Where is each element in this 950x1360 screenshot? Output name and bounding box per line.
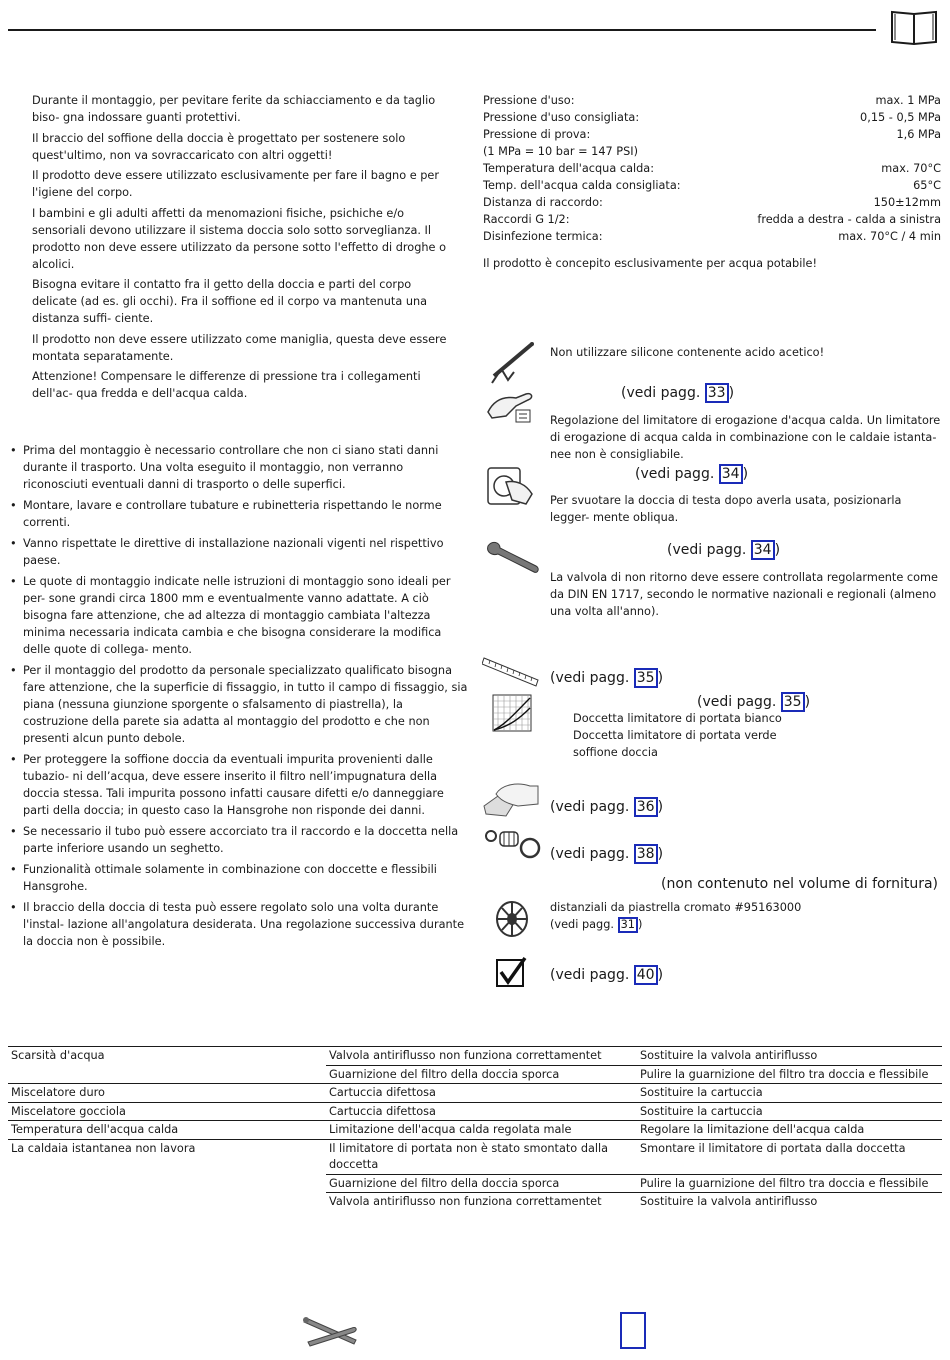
page-ref-35a: (vedi pagg. 35 ) — [550, 670, 664, 686]
problem-cell: Miscelatore duro — [8, 1084, 326, 1103]
check-valve-parts-icon — [484, 826, 542, 860]
safety-paragraph: I bambini e gli adulti affetti da menomazioni fisiche, psichiche e/o sensoriali devono utilizzare il sistema doccia solo sotto sorveglianza. Il prodotto non deve essere utilizzato da persone sotto l'effetto di droghe o alcolici. — [32, 206, 446, 271]
hand-shower-icon — [486, 386, 538, 426]
safety-paragraph: Il braccio del soffione della doccia è progettato per sostenere solo quest'ultimo, non va sovraccaricato con altri oggetti! — [32, 131, 406, 162]
list-item: • Per proteggere la soffione doccia da eventuali impurita provenienti dalle tubazio- ni dell’acqua, deve essere inserito il filtro nell’impugnatura della doccia stessa. Tali impurita possono infatti causare difetti e/o danneggiare parti della doccia; in questo caso la Hansgrohe non risponde dei danni. — [9, 751, 469, 819]
page-link-35[interactable]: 35 — [634, 668, 658, 688]
not-included-note: (non contenuto nel volume di fornitura) — [660, 876, 938, 892]
problem-cell: Miscelatore gocciola — [8, 1102, 326, 1121]
safety-paragraph: Attenzione! Compensare le differenze di pressione tra i collegamenti dell'ac- qua fredda e dell'acqua calda. — [32, 370, 421, 400]
table-row — [8, 1047, 942, 1066]
tile-spacer-info — [550, 899, 801, 933]
installation-notes-list — [9, 442, 469, 954]
page-ref-34a: (vedi pagg. 34 ) — [635, 466, 749, 482]
cleaning-cloth-icon — [482, 782, 540, 818]
remedy-cell: Sostituire la valvola antiriflusso — [637, 1047, 942, 1066]
list-item: Doccetta limitatore di portata bianco — [573, 712, 782, 725]
page-link-36[interactable]: 36 — [634, 797, 658, 817]
page-link-34[interactable]: 34 — [719, 464, 743, 484]
cause-cell: Guarnizione del filtro della doccia sporca — [326, 1065, 637, 1084]
silicone-note: Non utilizzare silicone contenente acido acetico! — [550, 346, 825, 359]
remedy-cell: Regolare la limitazione dell'acqua calda — [637, 1121, 942, 1140]
hot-water-limiter-text: Regolazione del limitatore di erogazione d'acqua calda. Un limitatore di erogazione di acqua calda in combinazione con le caldaie istanta- nee non è consigliabile. — [550, 414, 941, 461]
spec-row: Disinfezione termica: max. 70°C / 4 min — [483, 230, 941, 243]
table-row — [8, 1084, 942, 1103]
page-link-40[interactable]: 40 — [634, 965, 658, 985]
cause-cell: Limitazione dell'acqua calda regolata male — [326, 1121, 637, 1140]
potable-water-note: Il prodotto è concepito esclusivamente per acqua potabile! — [483, 257, 817, 270]
list-item: • Se necessario il tubo può essere accorciato tra il raccordo e la doccetta nella parte inferiore usando un seghetto. — [9, 823, 469, 857]
table-row — [8, 1139, 942, 1174]
list-item: • Vanno rispettate le direttive di installazione nazionali vigenti nel rispettivo paese. — [9, 535, 469, 569]
safety-paragraph: Bisogna evitare il contatto fra il getto della doccia e parti del corpo delicate (ad es. gli occhi). Fra il soffione ed il corpo va mantenuta una distanza suffi- ciente. — [32, 278, 428, 325]
list-item: • Montare, lavare e controllare tubature e rubinetteria rispettando le norme correnti. — [9, 497, 469, 531]
page-ref-31: (vedi pagg. 31 ) — [550, 918, 643, 931]
safety-paragraph: Il prodotto non deve essere utilizzato come maniglia, questa deve essere montata separatamente. — [32, 332, 447, 363]
page-link-31[interactable]: 31 — [618, 917, 638, 933]
spec-row: Pressione di prova: 1,6 MPa — [483, 128, 941, 141]
list-item: • Prima del montaggio è necessario controllare che non ci siano stati danni durante il trasporto. Una volta eseguito il montaggio, non verranno riconosciuti eventuali danni di trasporto o delle superfici. — [9, 442, 469, 493]
tools-icon — [302, 1312, 360, 1350]
list-item: • Funzionalità ottimale solamente in combinazione con doccette e flessibili Hansgrohe. — [9, 861, 469, 895]
tile-spacer-text: distanziali da piastrella cromato #95163000 — [550, 901, 802, 914]
page-ref-36: (vedi pagg. 36 ) — [550, 799, 664, 815]
remedy-cell: Pulire la guarnizione del filtro tra doccia e flessibile — [637, 1174, 942, 1193]
wrench-icon — [484, 540, 542, 574]
silicone-gun-icon — [488, 340, 538, 384]
table-row — [8, 1102, 942, 1121]
spec-row: Temperatura dell'acqua calda: max. 70°C — [483, 162, 941, 175]
page-link-34[interactable]: 34 — [751, 540, 775, 560]
page-link-35[interactable]: 35 — [781, 692, 805, 712]
problem-cell: Scarsità d'acqua — [8, 1047, 326, 1084]
remedy-cell: Sostituire la cartuccia — [637, 1102, 942, 1121]
page-ref-33: (vedi pagg. 33 ) — [621, 385, 735, 401]
safety-paragraph: Durante il montaggio, per pevitare ferite da schiacciamento e da taglio biso- gna indossare guanti protettivi. — [32, 94, 436, 124]
hot-water-limiter-icon — [486, 464, 538, 508]
spec-row: Raccordi G 1/2: fredda a destra - calda a sinistra — [483, 213, 941, 226]
header-rule — [8, 29, 876, 31]
problem-cell: La caldaia istantanea non lavora — [8, 1139, 326, 1211]
ruler-icon — [482, 650, 540, 688]
remedy-cell: Smontare il limitatore di portata dalla doccetta — [637, 1139, 942, 1174]
page-link-33[interactable]: 33 — [705, 383, 729, 403]
cause-cell: Cartuccia difettosa — [326, 1102, 637, 1121]
remedy-cell: Sostituire la cartuccia — [637, 1084, 942, 1103]
cause-cell: Cartuccia difettosa — [326, 1084, 637, 1103]
page-ref-35b: (vedi pagg. 35 ) — [697, 694, 811, 710]
list-item: • Per il montaggio del prodotto da personale specializzato qualificato bisogna fare attenzione, che la superficie di fissaggio, in tutto il campo di fissaggio, sia piana (nessuna giunzione sporgente o sfalsamento di piastrella), la costruzione della parete sia adatta al montaggio del prodotto e che non presenti alcun punto debole. — [9, 662, 469, 747]
cause-cell: Valvola antiriflusso non funziona correttamentet — [326, 1193, 637, 1211]
page-ref-40: (vedi pagg. 40 ) — [550, 967, 664, 983]
spec-row: Pressione d'uso consigliata: 0,15 - 0,5 MPa — [483, 111, 941, 124]
book-icon — [889, 8, 939, 46]
flow-limiter-list — [573, 710, 782, 761]
cause-cell: Valvola antiriflusso non funziona correttamentet — [326, 1047, 637, 1066]
spec-row: Distanza di raccordo: 150±12mm — [483, 196, 941, 209]
list-item: soffione doccia — [573, 746, 658, 759]
table-row — [8, 1121, 942, 1140]
safety-paragraph: Il prodotto deve essere utilizzato esclusivamente per fare il bagno e per l'igiene del corpo. — [32, 169, 440, 199]
problem-cell: Temperatura dell'acqua calda — [8, 1121, 326, 1140]
list-item: • Le quote di montaggio indicate nelle istruzioni di montaggio sono ideali per per- sone grandi circa 1800 mm e eventualmente vanno adattate. A ciò bisogna fare attenzione, che ad altezza di montaggio cambiata l'altezza minima necessaria indicata cambia e che bisogna considerare la modifica delle quote di collega- mento. — [9, 573, 469, 658]
spec-row: (1 MPa = 10 bar = 147 PSI) — [483, 145, 639, 158]
page-ref-38: (vedi pagg. 38 ) — [550, 846, 664, 862]
safety-notes — [32, 92, 452, 406]
tile-spacer-icon — [494, 900, 530, 938]
page-link-38[interactable]: 38 — [634, 844, 658, 864]
emptying-text: Per svuotare la doccia di testa dopo averla usata, posizionarla legger- mente obliqua. — [550, 494, 902, 524]
spec-row: Temp. dell'acqua calda consigliata: 65°C — [483, 179, 941, 192]
list-item: • Il braccio della doccia di testa può essere regolato solo una volta durante l'instal- lazione all'angolatura desiderata. Una regolazione successiva durante la doccia non è possibile. — [9, 899, 469, 950]
technical-specs — [483, 92, 941, 272]
flow-diagram-icon — [492, 694, 532, 732]
cause-cell: Il limitatore di portata non è stato smontato dalla doccetta — [326, 1139, 637, 1174]
list-item: Doccetta limitatore di portata verde — [573, 729, 777, 742]
spec-row: Pressione d'uso: max. 1 MPa — [483, 94, 941, 107]
troubleshooting-table — [8, 1046, 942, 1211]
remedy-cell: Pulire la guarnizione del filtro tra doccia e flessibile — [637, 1065, 942, 1084]
remedy-cell: Sostituire la valvola antiriflusso — [637, 1193, 942, 1211]
checkmark-icon — [495, 956, 527, 988]
page-ref-34b: (vedi pagg. 34 ) — [667, 542, 781, 558]
check-valve-text: La valvola di non ritorno deve essere controllata regolarmente come da DIN EN 1717, secondo le normative nazionali e regionali (almeno una volta all'anno). — [550, 571, 938, 618]
page-number-box — [620, 1312, 646, 1349]
cause-cell: Guarnizione del filtro della doccia sporca — [326, 1174, 637, 1193]
